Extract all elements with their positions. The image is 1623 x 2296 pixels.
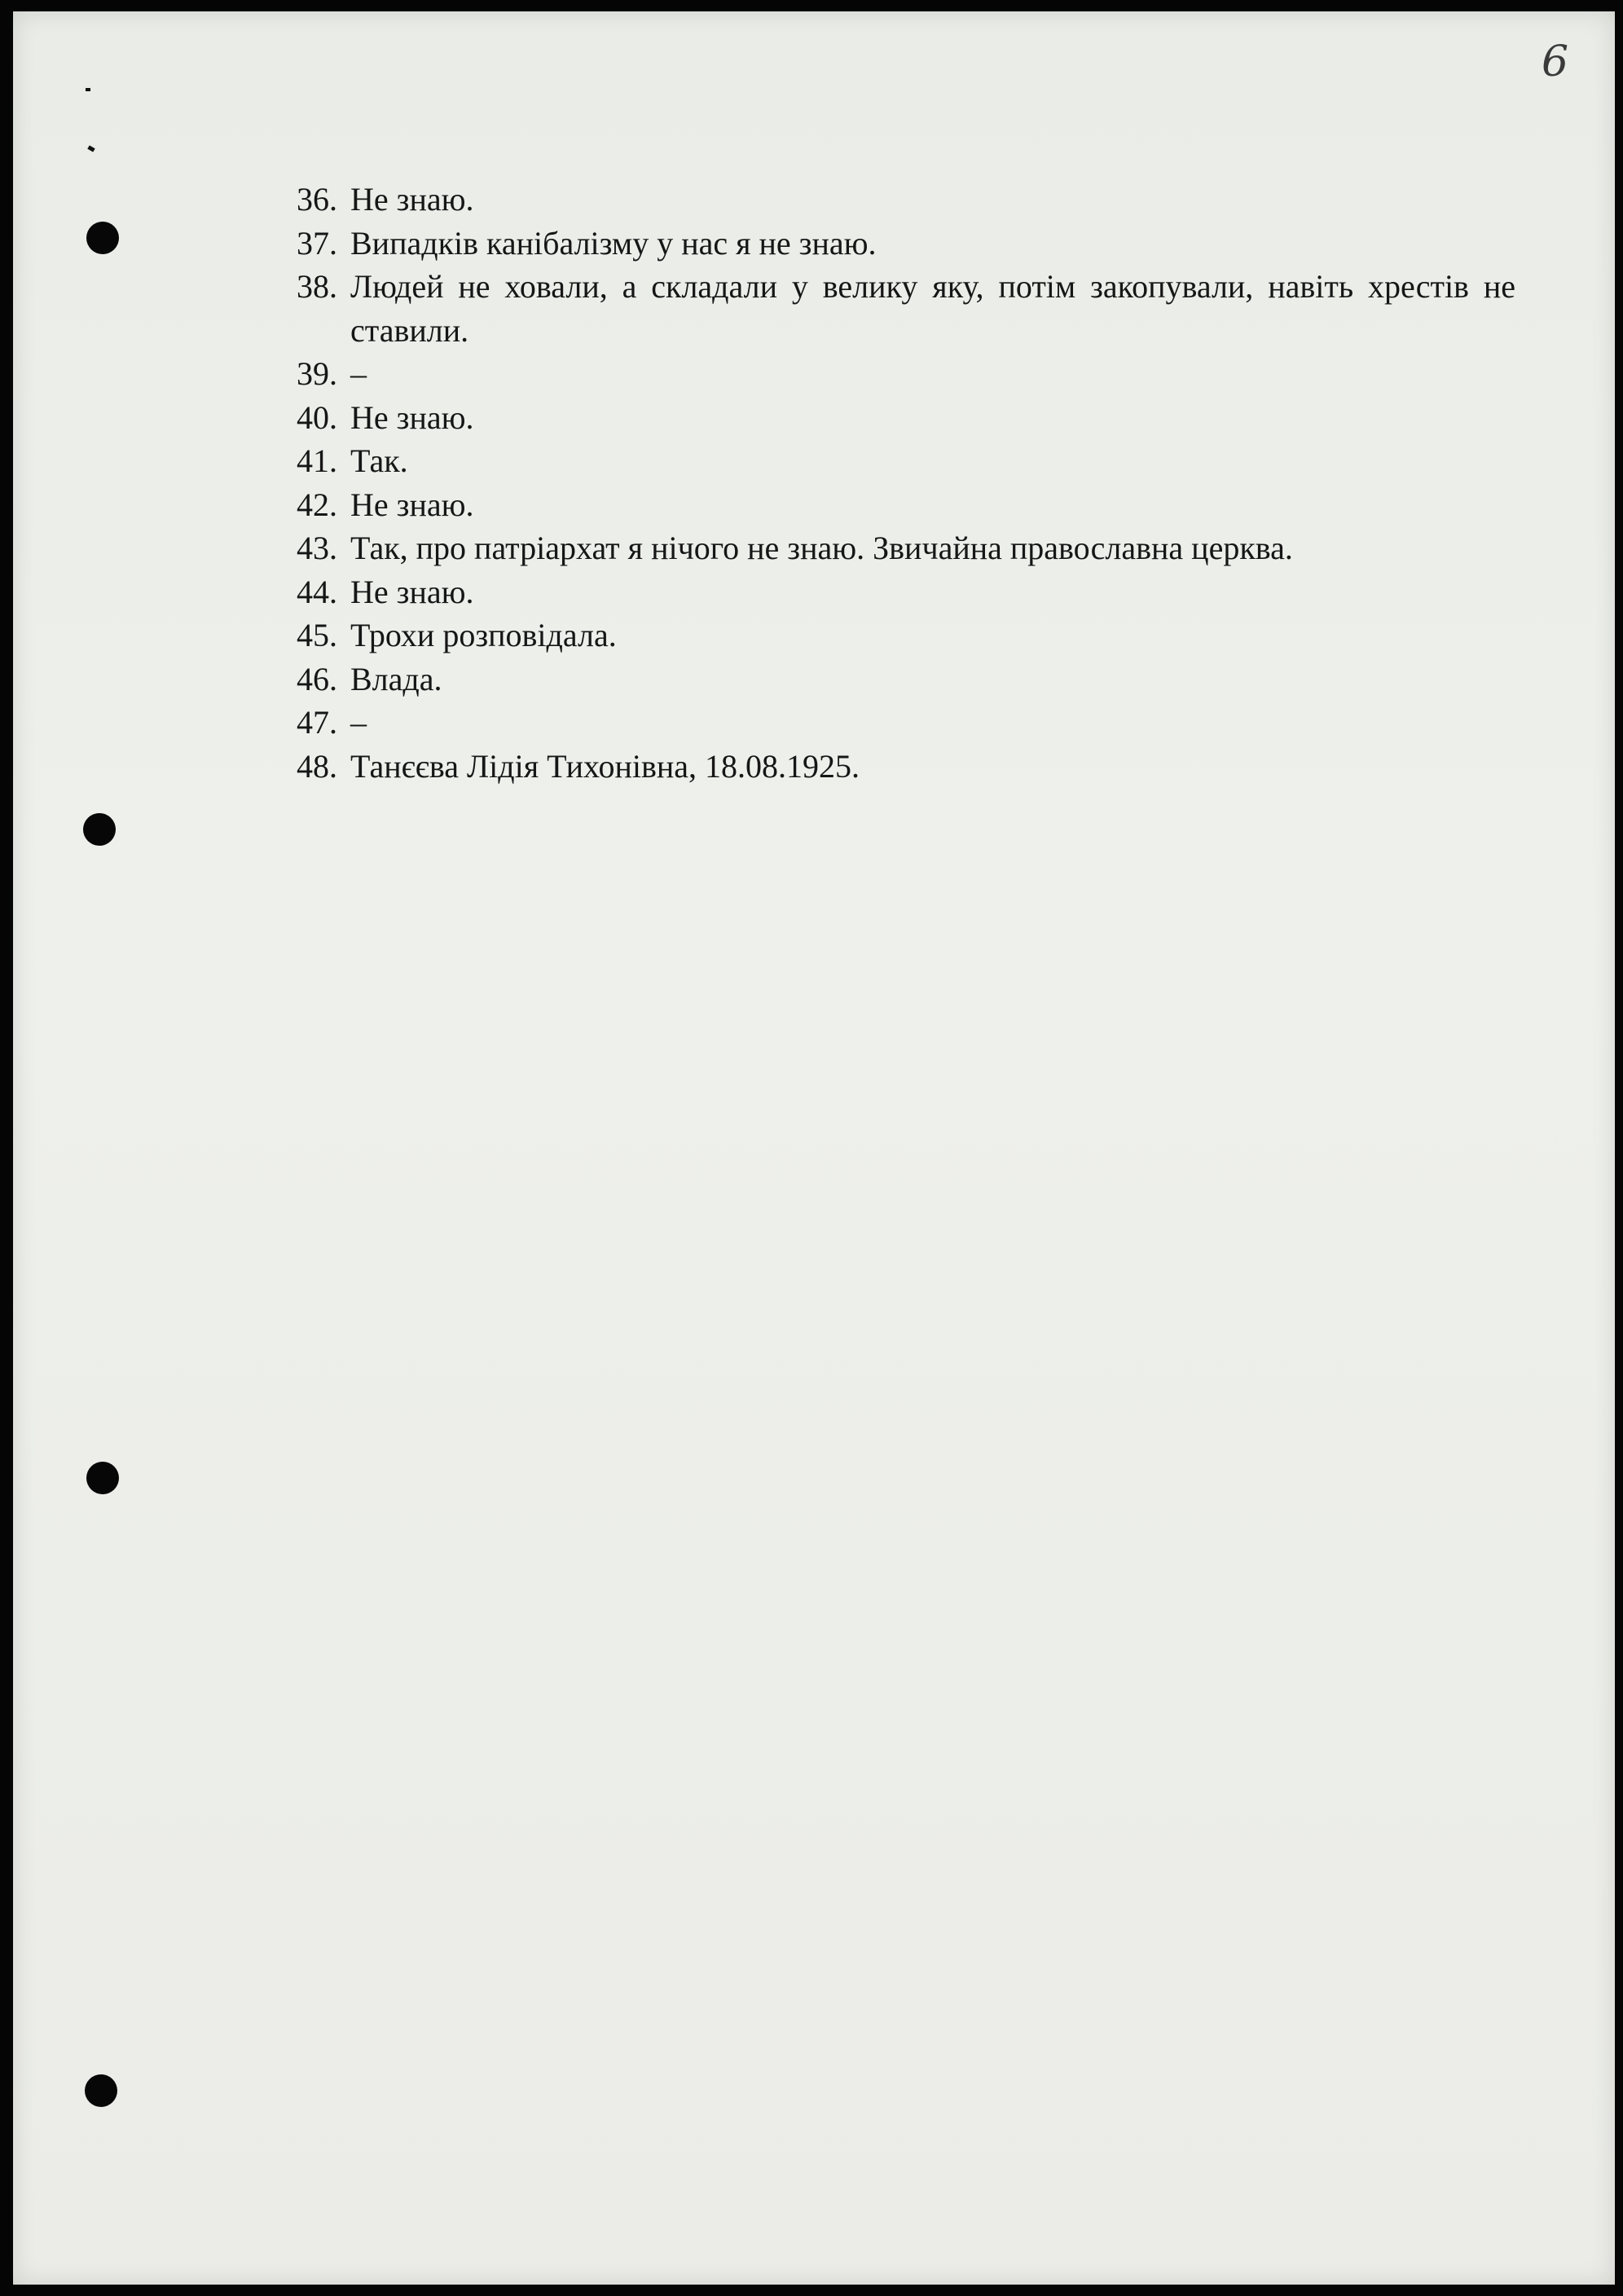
answer-number: 44. [297, 573, 337, 610]
answer-number: 47. [297, 704, 337, 741]
answer-text: Влада. [350, 660, 442, 697]
answer-item [297, 701, 1515, 745]
answer-text: Не знаю. [350, 398, 474, 436]
handwritten-page-number: 6 [1542, 37, 1569, 86]
punch-hole [85, 2074, 117, 2107]
punch-hole [86, 222, 119, 254]
answer-text: Так, про патріархат я нічого не знаю. Звичайна православна церква. [350, 530, 1293, 566]
answer-text: Не знаю. [350, 573, 474, 610]
answer-text: Не знаю. [350, 181, 474, 218]
answer-number: 43. [297, 530, 337, 566]
answer-number: 46. [297, 660, 337, 697]
answer-number: 45. [297, 617, 337, 653]
answer-number: 48. [297, 747, 337, 785]
answer-text: Людей не ховали, а складали у велику яку, потім закопували, навіть хрестів не ставили. [350, 268, 1515, 349]
answer-item [297, 526, 1515, 570]
answer-item [297, 265, 1515, 352]
answer-item [297, 222, 1515, 266]
answer-item [297, 178, 1515, 222]
answer-number: 40. [297, 398, 337, 436]
answer-item [297, 439, 1515, 483]
binding-mark [86, 88, 90, 91]
answer-item [297, 483, 1515, 527]
answer-item [297, 614, 1515, 658]
answer-number: 38. [297, 268, 337, 305]
answer-number: 36. [297, 181, 337, 218]
answer-text: Трохи розповідала. [350, 617, 617, 653]
answer-item [297, 396, 1515, 440]
answer-item [297, 352, 1515, 396]
answer-number: 37. [297, 224, 337, 262]
answer-text: – [350, 355, 367, 392]
answer-text: Не знаю. [350, 486, 474, 523]
answer-number: 39. [297, 355, 337, 392]
punch-hole [86, 1462, 119, 1494]
answer-number: 42. [297, 486, 337, 523]
answer-text: – [350, 704, 367, 741]
answer-item [297, 570, 1515, 614]
document-page [13, 11, 1615, 2285]
answer-number: 41. [297, 442, 337, 479]
punch-hole [83, 813, 116, 846]
answer-text: Танєєва Лідія Тихонівна, 18.08.1925. [350, 747, 860, 785]
binding-mark [87, 145, 95, 152]
answer-text: Так. [350, 442, 408, 479]
answer-text: Випадків канібалізму у нас я не знаю. [350, 224, 877, 262]
answer-item [297, 745, 1515, 789]
answer-item [297, 658, 1515, 702]
answers-list [297, 178, 1515, 788]
